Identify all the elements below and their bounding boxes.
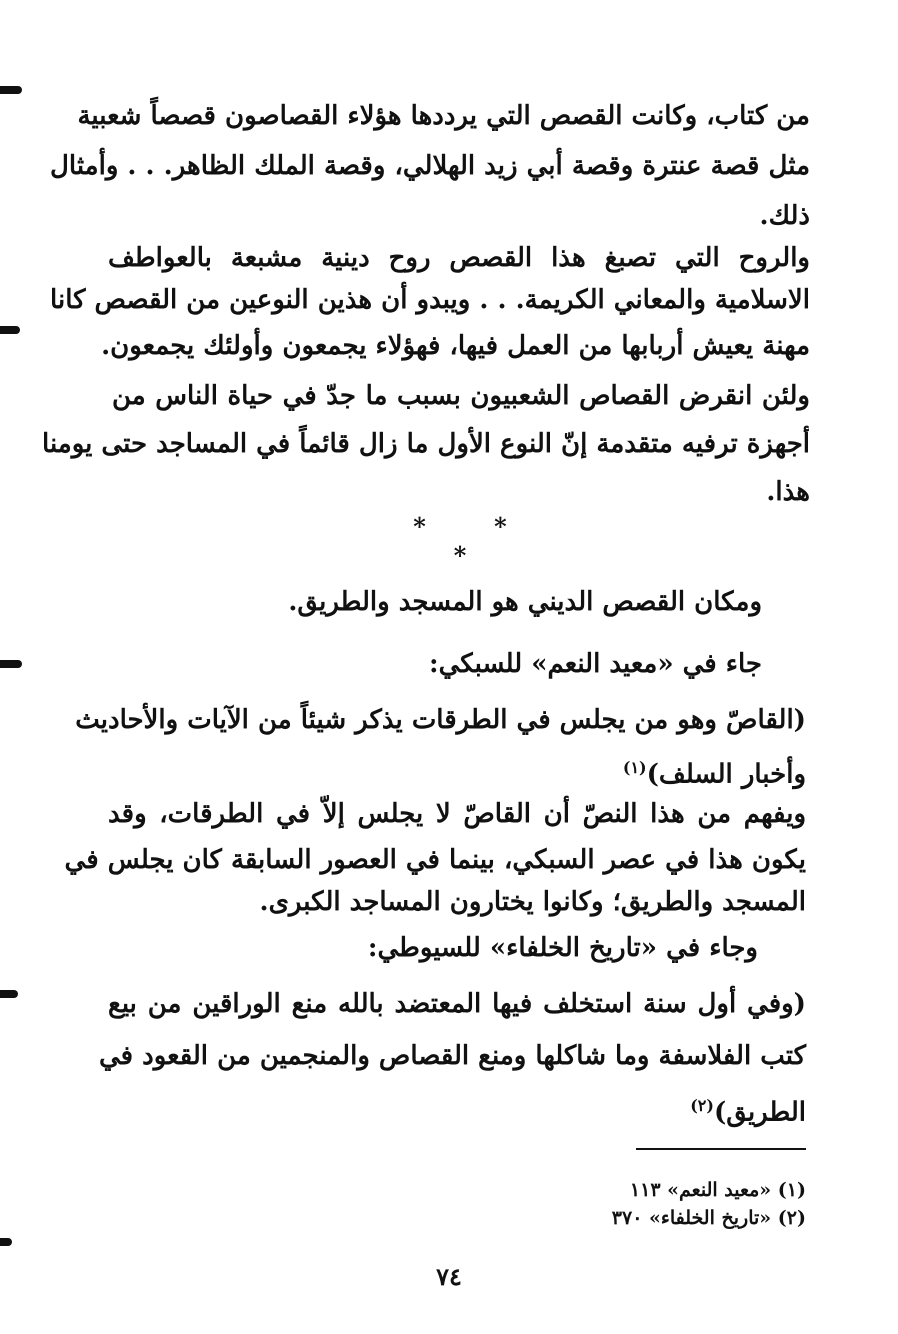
text-line: وجاء في «تاريخ الخلفاء» للسيوطي: bbox=[367, 933, 758, 963]
quote-line: الطريق)$^{(٢)}$ bbox=[690, 1096, 806, 1128]
text-line: يكون هذا في عصر السبكي، بينما في العصور السابقة كان يجلس في bbox=[64, 845, 806, 875]
margin-mark bbox=[0, 1238, 12, 1246]
margin-mark bbox=[0, 990, 18, 998]
text-line: مهنة يعيش أربابها من العمل فيها، فهؤلاء يجمعون وأولئك يجمعون. bbox=[101, 331, 810, 361]
text-line: ومكان القصص الديني هو المسجد والطريق. bbox=[288, 587, 762, 617]
footnote-ref-2: (٢) bbox=[690, 1096, 714, 1115]
page-number: ٧٤ bbox=[436, 1262, 462, 1291]
text-line: ولئن انقرض القصاص الشعبيون بسبب ما جدّ في حياة الناس من bbox=[112, 381, 810, 411]
quote-line: كتب الفلاسفة وما شاكلها ومنع القصاص والمنجمين من القعود في bbox=[99, 1041, 806, 1071]
text-line: من كتاب، وكانت القصص التي يرددها هؤلاء القصاصون قصصاً شعبية bbox=[77, 101, 810, 131]
text-line: مثل قصة عنترة وقصة أبي زيد الهلالي، وقصة الملك الظاهر. . . وأمثال bbox=[50, 151, 810, 181]
text-line: ذلك. bbox=[759, 201, 810, 231]
text-line: هذا. bbox=[766, 477, 810, 507]
text-line: أجهزة ترفيه متقدمة إنّ النوع الأول ما زال قائماً في المساجد حتى يومنا bbox=[42, 429, 810, 459]
quote-line: (وفي أول سنة استخلف فيها المعتضد بالله منع الوراقين من بيع bbox=[108, 989, 806, 1019]
footnote-rule bbox=[636, 1148, 806, 1150]
margin-mark bbox=[0, 326, 20, 334]
margin-mark bbox=[0, 660, 22, 668]
footnote-ref-1: (١) bbox=[622, 758, 647, 777]
text-line: ويفهم من هذا النصّ أن القاصّ لا يجلس إلاّ في الطرقات، وقد bbox=[108, 799, 806, 829]
quote-line: وأخبار السلف)$^{(١)}$ bbox=[622, 758, 806, 790]
text-line: الاسلامية والمعاني الكريمة. . . ويبدو أن هذين النوعين من القصص كانا bbox=[50, 285, 810, 315]
margin-mark bbox=[0, 86, 22, 94]
text-line: والروح التي تصبغ هذا القصص روح دينية مشبعة بالعواطف bbox=[108, 243, 810, 273]
section-separator: * * * bbox=[413, 512, 537, 570]
text-line: المسجد والطريق؛ وكانوا يختارون المساجد الكبرى. bbox=[259, 887, 806, 917]
footnote-2: (٢) «تاريخ الخلفاء» ٣٧٠ bbox=[611, 1207, 806, 1229]
text-line: جاء في «معيد النعم» للسبكي: bbox=[428, 649, 762, 679]
quote-line: (القاصّ وهو من يجلس في الطرقات يذكر شيئاً من الآيات والأحاديث bbox=[75, 705, 806, 735]
footnote-1: (١) «معيد النعم» ١١٣ bbox=[629, 1179, 806, 1201]
